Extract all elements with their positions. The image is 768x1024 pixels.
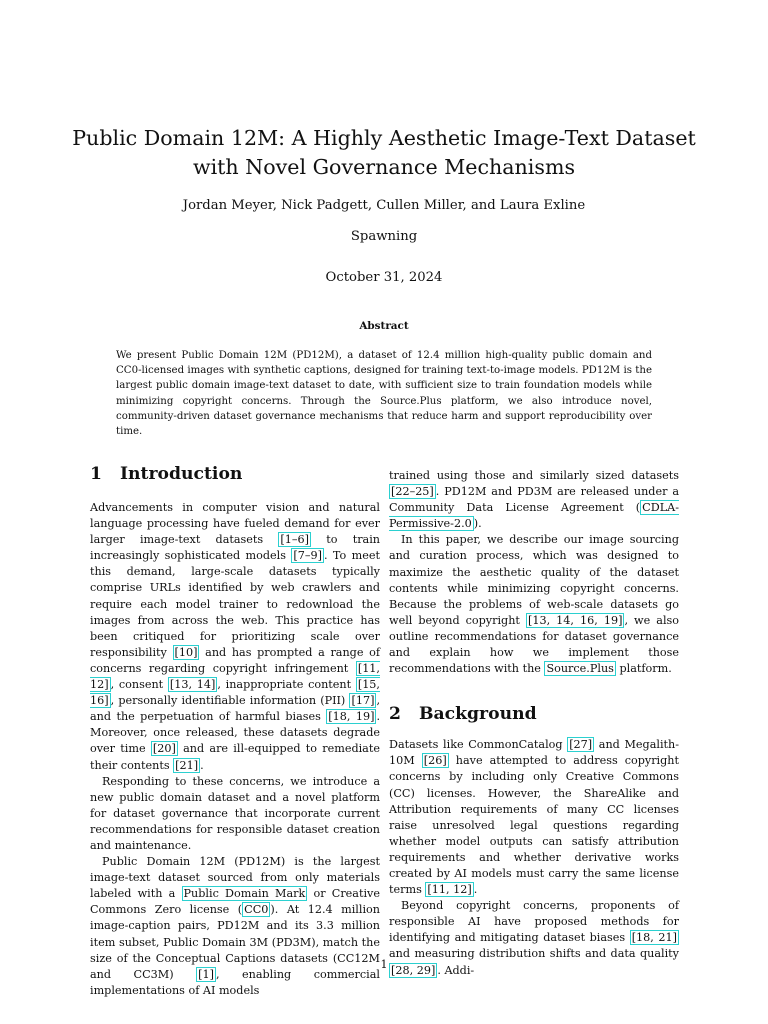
source-plus-link[interactable]: Source.Plus <box>546 662 614 676</box>
citation-link[interactable]: [11, 12] <box>90 661 380 692</box>
paragraph-text: . Moreover, once released, these datasets degrade over time <box>90 710 380 756</box>
background-paragraph-1 <box>389 737 679 898</box>
paragraph-text: . <box>200 758 204 772</box>
citation-link[interactable]: [20] <box>152 742 176 756</box>
affiliation: Spawning <box>350 229 418 244</box>
cc0-link[interactable]: CC0 <box>244 903 269 917</box>
section-heading-introduction <box>90 462 380 486</box>
public-domain-mark-link[interactable]: Public Domain Mark <box>183 887 306 901</box>
paragraph-text: . <box>473 883 478 897</box>
page-number: 1 <box>380 958 388 971</box>
citation-link[interactable]: [28, 29] <box>391 963 436 977</box>
right-column <box>389 468 679 979</box>
paragraph-text: , and the perpetuation of harmful biases <box>90 694 380 724</box>
citation-link[interactable]: [15, 16] <box>90 678 380 708</box>
paragraph-text: Datasets like CommonCatalog <box>389 738 568 752</box>
section-heading-background <box>389 702 679 726</box>
paragraph-text: , personally identifiable information (PII) <box>110 694 350 708</box>
citation-link[interactable]: [17] <box>351 694 375 708</box>
paragraph-text: and measuring distribution shifts and data quality <box>389 947 679 961</box>
paragraph-text: Public Domain 12M (PD12M) is the largest image-text dataset sourced from only materials labeled with a <box>90 855 380 901</box>
paragraph-text: and Megalith-10M <box>389 738 679 768</box>
citation-link[interactable]: [13, 14] <box>169 678 216 692</box>
section-number: 1 <box>90 464 102 484</box>
paragraph-text: Advancements in computer vision and natural language processing have fueled demand for ever larger image-text datasets <box>90 501 380 547</box>
citation-link[interactable]: [10] <box>174 645 198 659</box>
section-number: 2 <box>389 704 401 725</box>
paragraph-text: , we also outline recommendations for dataset governance and explain how we implement those recommendations with the <box>389 613 680 676</box>
citation-link[interactable]: [1–6] <box>280 533 309 547</box>
paper-title: Public Domain 12M: A Highly Aesthetic Image-Text Dataset with Novel Governance Mechanisms <box>72 126 696 179</box>
section-title: Introduction <box>120 464 243 484</box>
paragraph-text: and has prompted a range of concerns regarding copyright infringement <box>90 645 380 675</box>
abstract-heading: Abstract <box>359 320 409 332</box>
paragraph-text: . Addi- <box>437 963 475 977</box>
paragraph-text: trained using those and similarly sized datasets <box>389 469 679 482</box>
paragraph-text: Beyond copyright concerns, proponents of responsible AI have proposed methods for identifying and mitigating dataset biases <box>389 899 679 945</box>
paragraph-text: to train increasingly sophisticated models <box>90 533 380 563</box>
paragraph-text: have attempted to address copyright concerns by including only Creative Commons (CC) licenses. However, the ShareAlike and Attribution requirements of many CC licenses raise unresolved legal questions regarding whether model outputs can satisfy attribution requirements and whether derivative works created by AI models must carry the same license terms <box>389 754 679 897</box>
publication-date: October 31, 2024 <box>325 270 443 285</box>
paragraph-text: ). <box>473 517 482 531</box>
author-list: Jordan Meyer, Nick Padgett, Cullen Miller, and Laura Exline <box>182 198 586 213</box>
paragraph-text: In this paper, we describe our image sourcing and curation process, which was designed to maximize the aesthetic quality of the dataset contents while minimizing copyright concerns. Because the problems of web-scale datasets go well beyond copyright <box>389 533 679 627</box>
intro-paragraph-continued <box>389 468 679 532</box>
citation-link[interactable]: [26] <box>423 754 447 768</box>
paragraph-text: platform. <box>615 662 672 676</box>
abstract-text: We present Public Domain 12M (PD12M), a dataset of 12.4 million high-quality public domain and CC0-licensed images with synthetic captions, designed for training text-to-image models. PD12M is the largest public domain image-text dataset to date, with sufficient size to train foundation models while minimizing copyright concerns. Through the Source.Plus platform, we also introduce novel, community-driven dataset governance mechanisms that reduce harm and support reproducibility over time. <box>116 350 652 438</box>
citation-link[interactable]: [22–25] <box>391 485 434 499</box>
citation-link[interactable]: [21] <box>175 758 199 772</box>
paragraph-text: . To meet this demand, large-scale datasets typically comprise URLs identified by web crawlers and require each model trainer to redownload the images from across the web. This practice has been critiqued for prioritizing scale over responsibility <box>90 549 380 659</box>
paragraph-text: ). At 12.4 million image-caption pairs, PD12M and its 3.3 million item subset, Public Domain 3M (PD3M), match the size of the Conceptual Captions datasets (CC12M and CC3M) <box>90 903 380 981</box>
section-title: Background <box>419 704 537 725</box>
citation-link[interactable]: [13, 14, 16, 19] <box>527 613 623 627</box>
paragraph-text: , consent <box>110 678 168 692</box>
paragraph-text: , enabling commercial implementations of AI models <box>90 967 380 997</box>
paragraph-text: and are ill-equipped to remediate their contents <box>90 742 380 772</box>
intro-paragraph-1 <box>90 500 380 774</box>
paragraph-text: . PD12M and PD3M are released under a Community Data License Agreement ( <box>389 485 679 515</box>
paragraph-text: or Creative Commons Zero license ( <box>90 887 380 917</box>
citation-link[interactable]: [27] <box>569 738 593 752</box>
citation-link[interactable]: [1] <box>198 967 214 981</box>
left-column <box>90 462 380 999</box>
citation-link[interactable]: [18, 21] <box>631 931 677 945</box>
intro-paragraph-3 <box>90 854 380 999</box>
intro-paragraph-4 <box>389 532 679 677</box>
paragraph-text: , inappropriate content <box>217 678 356 692</box>
citation-link[interactable]: [7–9] <box>293 549 322 563</box>
citation-link[interactable]: [18, 19] <box>328 710 375 724</box>
intro-paragraph-2: Responding to these concerns, we introduce a new public domain dataset and a novel platform for dataset governance that incorporate current recommendations for responsible dataset creation and maintenance. <box>90 774 380 852</box>
cdla-license-link[interactable]: CDLA-Permissive-2.0 <box>389 501 679 531</box>
citation-link[interactable]: [11, 12] <box>427 883 472 897</box>
